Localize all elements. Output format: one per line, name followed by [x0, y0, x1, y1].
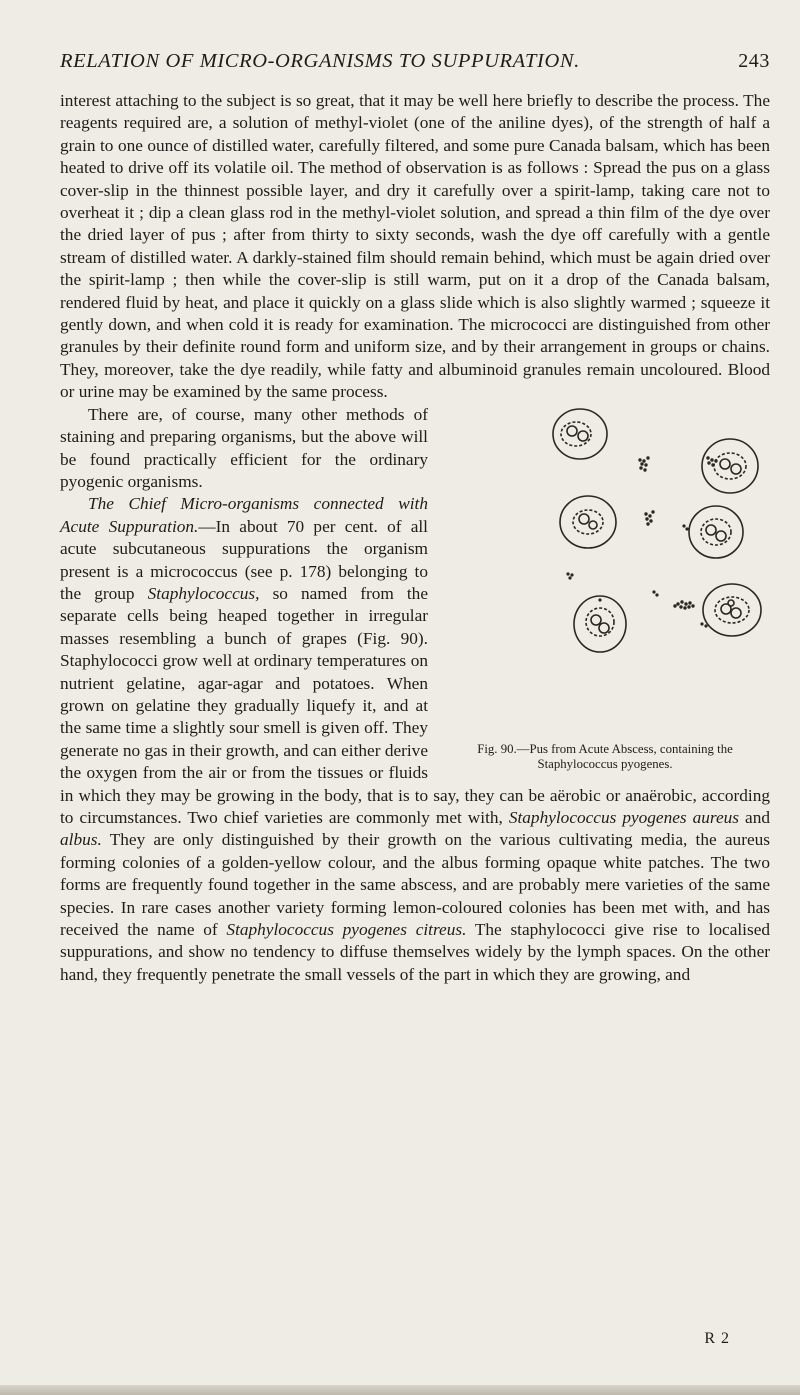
pus-cell	[703, 584, 761, 636]
pus-cell	[574, 596, 626, 652]
text-segment: —In about 70 per cent. of all acute subcutaneous suppurations the organism present is a micrococcus (see p. 178) belonging to the group	[60, 516, 428, 603]
pus-cell	[702, 439, 758, 493]
figure-caption: Fig. 90.—Pus from Acute Abscess, containing the Staphylococcus pyogenes.	[477, 741, 733, 771]
pus-cells-illustration	[440, 404, 770, 734]
text-segment: so named from the separate cells being heaped together in irregular masses resembling a bunch of grapes (Fig. 90). Staphylococci grow well at ordinary temperatures on nutrient gelatine, agar-agar and potatoes. When grown on gelatine they gradually liquefy it, and at the same time a slightly sour smell is given off. They generate no gas in their growth, and can either derive the oxygen from the air or from the tissues or fluids in which they may be growing in the body, that is to say, they can be aërobic or anaërobic, according to circumstances. Two chief varieties are commonly met with,	[60, 583, 770, 827]
text-segment: and	[739, 808, 770, 827]
page-number: 243	[738, 50, 770, 72]
figure-90	[440, 404, 770, 778]
pus-cell	[689, 506, 743, 558]
running-head	[60, 50, 770, 84]
pus-cell	[553, 409, 607, 459]
body-text	[60, 90, 770, 986]
species-name: Staphylococcus pyogenes aureus	[508, 808, 740, 827]
paragraph-other-methods: There are, of course, many other methods of staining and preparing organisms, but the above will be found practically efficient for the ordinary pyogenic organisms.	[60, 404, 428, 491]
pus-cell	[560, 496, 616, 548]
section-heading: The Chief Micro-organisms connected with Acute Suppuration.	[60, 494, 428, 536]
micrococci-clusters	[566, 456, 717, 627]
species-name: Staphylococcus pyogenes citreus.	[226, 920, 467, 940]
page-edge	[0, 1385, 800, 1395]
genus-name: Staphylococcus,	[147, 583, 260, 603]
species-name: albus.	[60, 830, 102, 850]
text-segment: The staphylococci give rise to localised suppurations, and show no tendency to diffuse themselves widely by the lymph spaces. On the other hand, they frequently penetrate the small vessels of the part in which they are growing, and	[60, 920, 771, 984]
running-title: RELATION OF MICRO-ORGANISMS TO SUPPURATION.	[60, 50, 580, 72]
signature-mark: R 2	[704, 1330, 730, 1347]
text-segment: They are only distinguished by their growth on the various cultivating media, the aureus forming colonies of a golden-yellow colour, and the albus forming opaque white patches. The two forms are frequently found together in the same abscess, and are probably mere varieties of the same species. In rare cases another variety forming lemon-coloured colonies has been met with, and has received the name of	[60, 830, 770, 940]
paragraph-staining-method: interest attaching to the subject is so great, that it may be well here briefly to describe the process. The reagents required are, a solution of methyl-violet (one of the aniline dyes), of the strength of half a grain to one ounce of distilled water, carefully filtered, and some pure Canada balsam, which has been heated to drive off its volatile oil. The method of observation is as follows : Spread the pus on a glass cover-slip in the thinnest possible layer, and dry it carefully over a spirit-lamp, taking care not to overheat it ; dip a clean glass rod in the methyl-violet solution, and spread a thin film of the dye over the dried layer of pus ; after from thirty to sixty seconds, wash the dye off carefully with a gentle stream of distilled water. A darkly-stained film should remain behind, which must be again dried over the spirit-lamp ; then while the cover-slip is still warm, put on it a drop of the Canada balsam, rendered fluid by heat, and place it quickly on a glass slide which is also slightly warmed ; squeeze it gently down, and when cold it is ready for examination. The micrococci are distinguished from other granules by their definite round form and uniform size, and by their arrangement in groups or chains. They, moreover, take the dye readily, while fatty and albuminoid granules remain uncoloured. Blood or urine may be examined by the same process.	[60, 91, 770, 402]
